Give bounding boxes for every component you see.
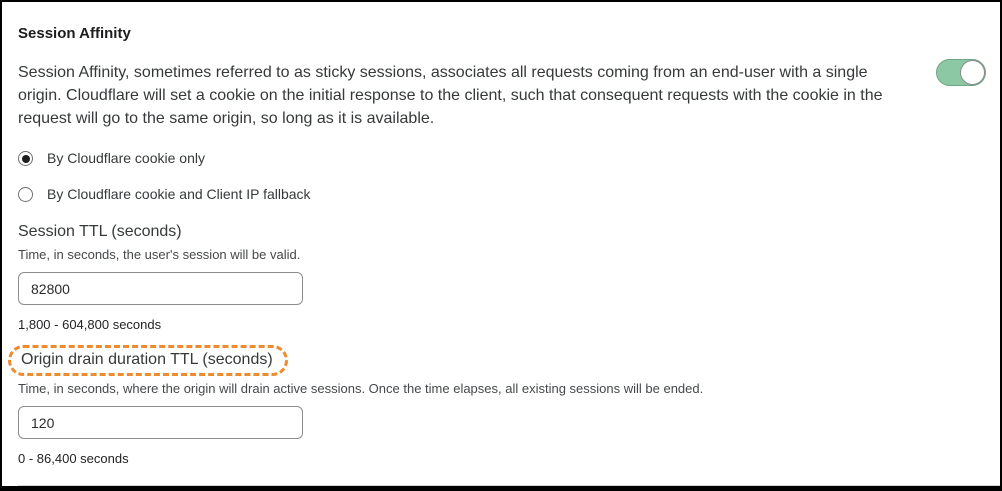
panel-description: Session Affinity, sometimes referred to as sticky sessions, associates all requests coming from an end-user with a single origin. Cloudflare will set a cookie on the initial response to the client, such that consequent requests with the cookie in the request will go to the same origin, so long as it is available. bbox=[18, 64, 883, 127]
radio-option-label: By Cloudflare cookie only bbox=[47, 150, 205, 166]
radio-option-cookie-and-ip-fallback[interactable] bbox=[18, 186, 984, 203]
session-ttl-input[interactable] bbox=[18, 272, 303, 305]
session-ttl-hint: 1,800 - 604,800 seconds bbox=[18, 317, 162, 332]
radio-option-label: By Cloudflare cookie and Client IP fallback bbox=[47, 186, 311, 202]
origin-drain-ttl-hint: 0 - 86,400 seconds bbox=[18, 451, 129, 466]
session-ttl-label: Session TTL (seconds) bbox=[18, 223, 182, 240]
origin-drain-ttl-label: Origin drain duration TTL (seconds) bbox=[21, 351, 273, 368]
radio-selected-icon[interactable] bbox=[18, 151, 33, 166]
session-ttl-helper: Time, in seconds, the user's session will be valid. bbox=[18, 247, 301, 262]
session-ttl-field bbox=[18, 222, 984, 333]
radio-unselected-icon[interactable] bbox=[18, 187, 33, 202]
origin-drain-ttl-helper: Time, in seconds, where the origin will drain active sessions. Once the time elapses, all existing sessions will be ended. bbox=[18, 381, 704, 396]
toggle-knob bbox=[960, 60, 985, 85]
origin-drain-ttl-field bbox=[18, 345, 984, 467]
section-divider bbox=[18, 485, 1000, 486]
origin-drain-ttl-input[interactable] bbox=[18, 406, 303, 439]
radio-option-cookie-only[interactable] bbox=[18, 150, 984, 167]
session-affinity-toggle[interactable] bbox=[936, 59, 986, 86]
affinity-mode-radio-group bbox=[18, 150, 984, 203]
highlight-dashed-outline bbox=[8, 345, 288, 376]
panel-title: Session Affinity bbox=[18, 25, 131, 42]
